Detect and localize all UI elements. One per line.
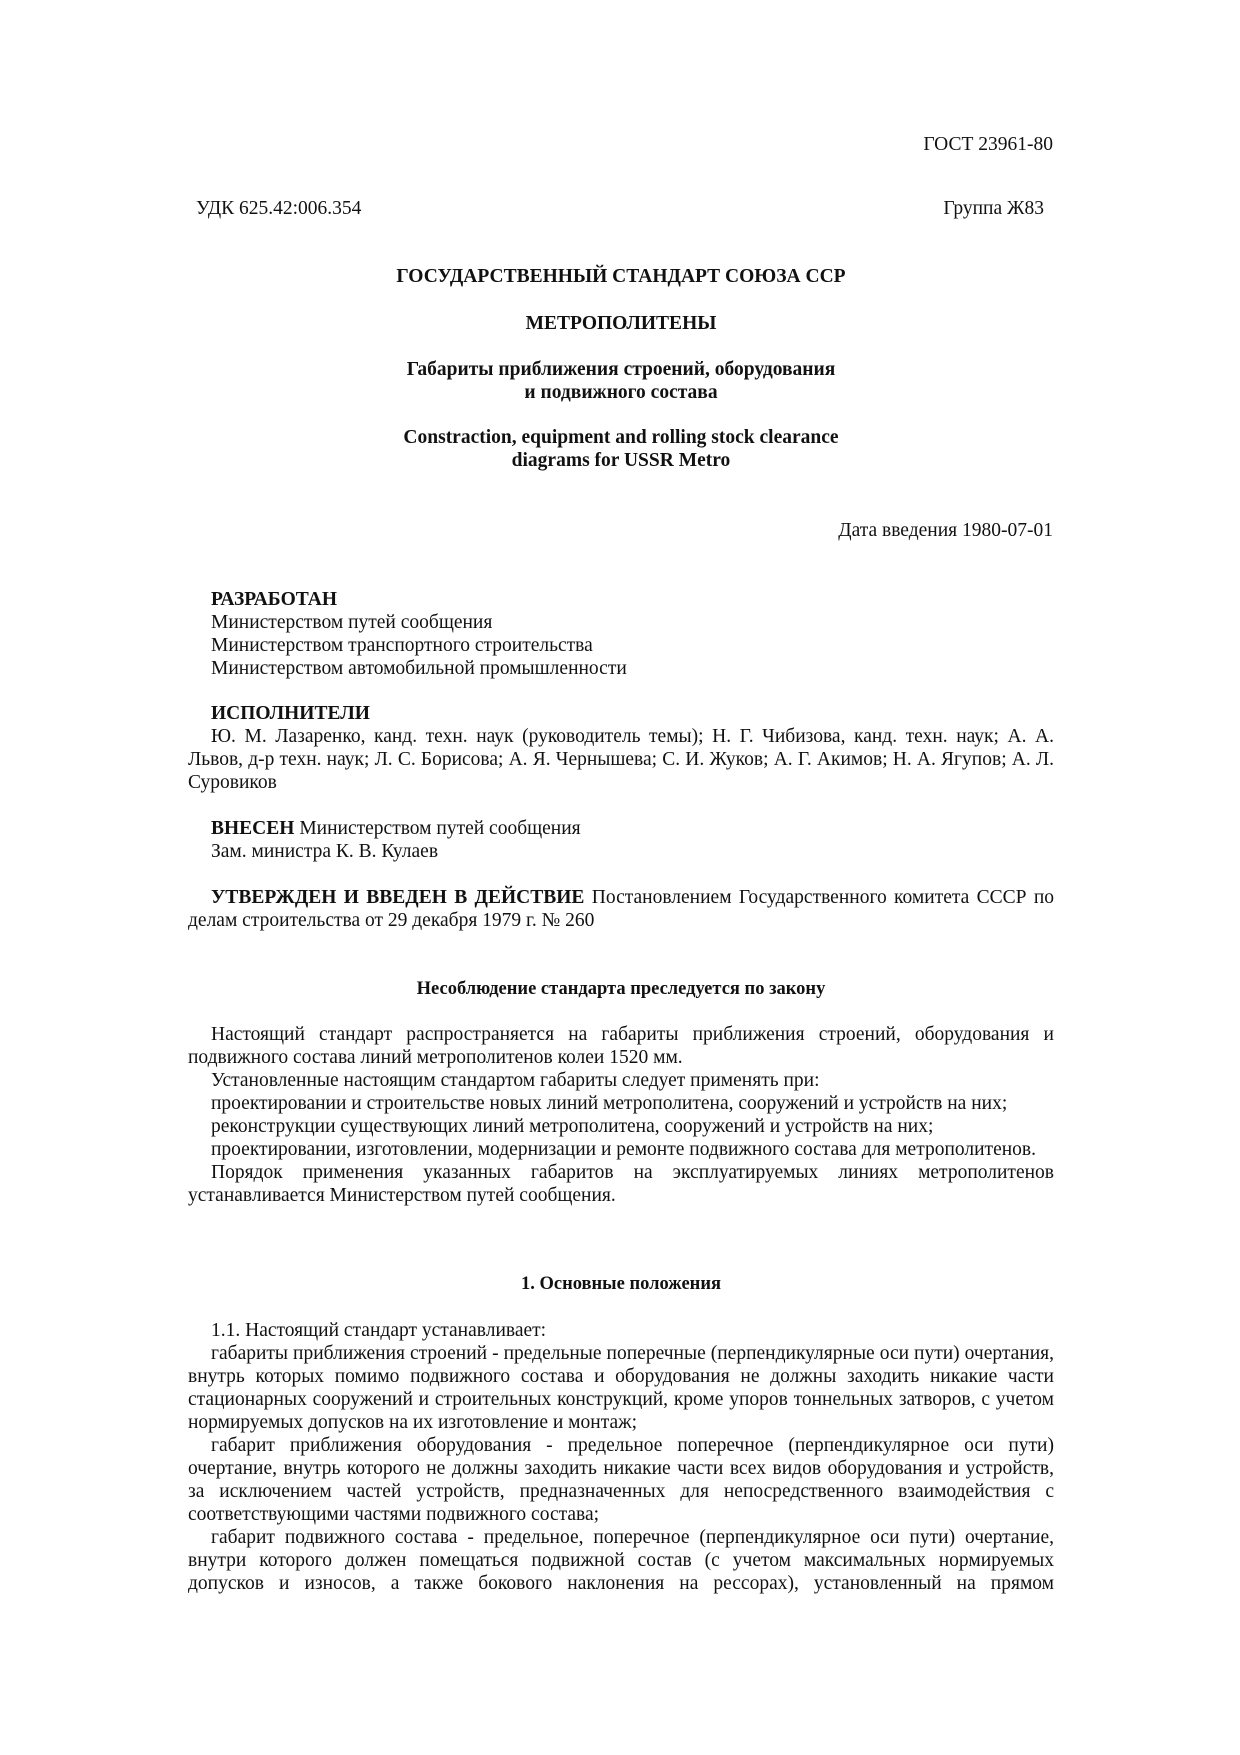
- section1-paragraph: габариты приближения строений - предельные поперечные (перпендикулярные оси пути) очертания, внутрь которых помимо подвижного состава и оборудования не должны заходить никакие части стационарных сооружений и строительных конструкций, кроме упоров тоннельных затворов, с учетом нормируемых допусков на их изготовление и монтаж;: [188, 1343, 1054, 1433]
- section1-heading: 1. Основные положения: [520, 1274, 722, 1294]
- scope-paragraph: проектировании, изготовлении, модернизации и ремонте подвижного состава для метрополитенов.: [211, 1139, 1036, 1160]
- english-title-line2: diagrams for USSR Metro: [511, 450, 731, 471]
- russian-title-line1: Габариты приближения строений, оборудования: [406, 359, 836, 380]
- section1-body: [188, 1319, 1054, 1595]
- developed-block: [188, 588, 1054, 680]
- scope-block: [188, 1023, 1054, 1207]
- introduction-date: Дата введения 1980-07-01: [838, 520, 1053, 541]
- approved-heading: УТВЕРЖДЕН И ВВЕДЕН В ДЕЙСТВИЕ: [211, 887, 585, 908]
- introduced-text: Министерством путей сообщения: [294, 818, 581, 839]
- scope-paragraph: Настоящий стандарт распространяется на габариты приближения строений, оборудования и подвижного состава линий метрополитенов колеи 1520 мм.: [188, 1024, 1054, 1068]
- section1-paragraph: габарит приближения оборудования - предельное поперечное (перпендикулярное оси пути) очертание, внутрь которого не должны заходить никакие части всех видов оборудования и устройств, за исключением частей устройств, предназначенных для непосредственного взаимодействия с соответствующими частями подвижного состава;: [188, 1435, 1054, 1525]
- developed-line: Министерством путей сообщения: [211, 612, 493, 633]
- state-standard-heading: ГОСУДАРСТВЕННЫЙ СТАНДАРТ СОЮЗА ССР: [396, 266, 846, 287]
- scope-paragraph: проектировании и строительстве новых линий метрополитена, сооружений и устройств на них;: [211, 1093, 1008, 1114]
- scope-paragraph: реконструкции существующих линий метрополитена, сооружений и устройств на них;: [211, 1116, 934, 1137]
- metro-heading: МЕТРОПОЛИТЕНЫ: [525, 313, 717, 334]
- approved-block: [188, 886, 1054, 932]
- approved-text: Постановлением Государственного комитета СССР по делам строительства от 29 декабря 1979 г. № 260: [188, 887, 1055, 931]
- executors-text: Ю. М. Лазаренко, канд. техн. наук (руководитель темы); Н. Г. Чибизова, канд. техн. наук; А. А. Львов, д-р техн. наук; Л. С. Борисова; А. Я. Чернышева; С. И. Жуков; А. Г. Акимов; Н. А. Ягупов; А. Л. Суровиков: [188, 726, 1054, 793]
- russian-title: [188, 358, 1054, 404]
- executors-block: [188, 702, 1054, 794]
- section1-paragraph: 1.1. Настоящий стандарт устанавливает:: [211, 1320, 547, 1341]
- russian-title-line2: и подвижного состава: [524, 382, 718, 403]
- developed-heading: РАЗРАБОТАН: [211, 589, 338, 610]
- gost-number: ГОСТ 23961-80: [923, 134, 1053, 155]
- legal-warning: Несоблюдение стандарта преследуется по закону: [416, 979, 826, 999]
- developed-line: Министерством транспортного строительства: [211, 635, 593, 656]
- english-title: [188, 426, 1054, 472]
- english-title-line1: Constraction, equipment and rolling stock clearance: [403, 427, 839, 448]
- executors-heading: ИСПОЛНИТЕЛИ: [211, 703, 370, 724]
- scope-paragraph: Установленные настоящим стандартом габариты следует применять при:: [211, 1070, 820, 1091]
- udk-code: УДК 625.42:006.354: [196, 198, 362, 219]
- introduced-block: [188, 817, 1054, 863]
- introduced-heading: ВНЕСЕН: [211, 818, 295, 839]
- group-code: Группа Ж83: [943, 198, 1044, 219]
- introduced-line2: Зам. министра К. В. Кулаев: [211, 841, 439, 862]
- section1-paragraph: габарит подвижного состава - предельное, поперечное (перпендикулярное оси пути) очертание, внутри которого должен помещаться подвижной состав (с учетом максимальных нормируемых допусков и износов, а также бокового наклонения на рессорах), установленный на прямом: [188, 1527, 1054, 1594]
- developed-line: Министерством автомобильной промышленности: [211, 658, 627, 679]
- scope-paragraph: Порядок применения указанных габаритов на эксплуатируемых линиях метрополитенов устанавливается Министерством путей сообщения.: [188, 1162, 1054, 1206]
